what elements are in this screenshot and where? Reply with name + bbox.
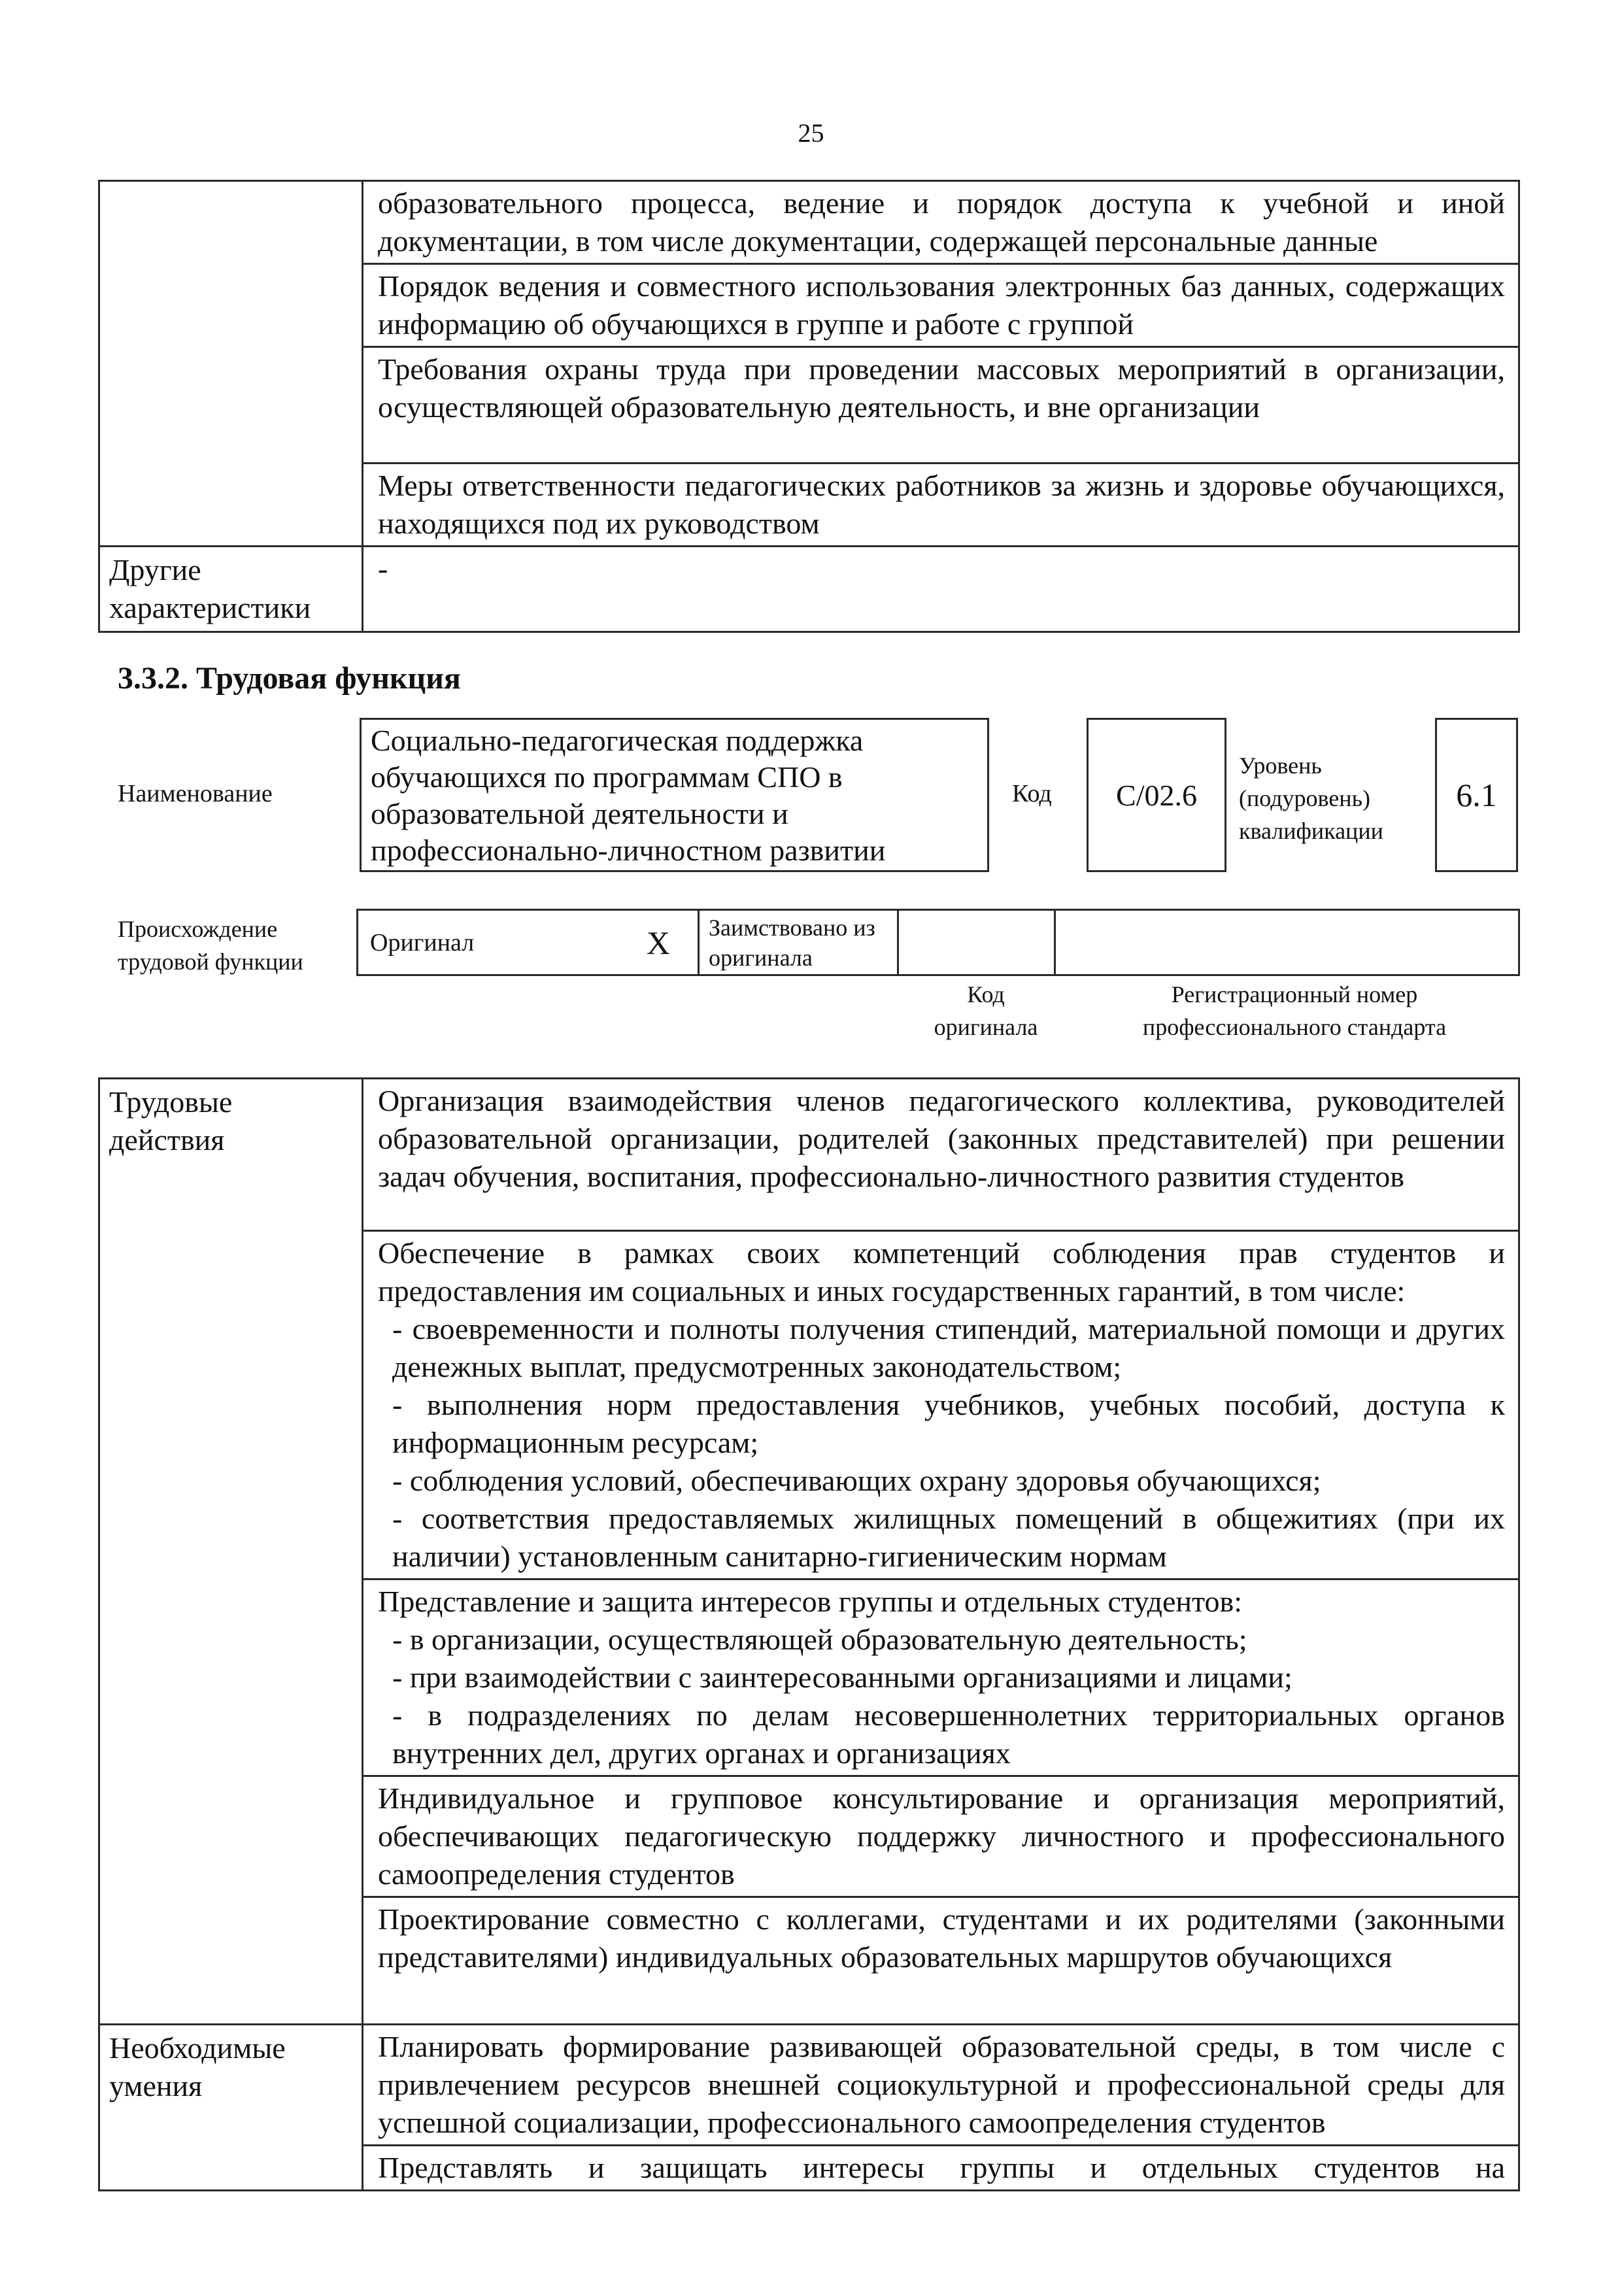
original-code-cell xyxy=(898,910,1055,975)
name-label: Наименование xyxy=(118,780,273,807)
knowledge-item-4: Меры ответственности педагогических работников за жизнь и здоровье обучающихся, находящихся под их руководством xyxy=(363,464,1519,547)
origin-original-cell xyxy=(358,910,699,975)
knowledge-item-3: Требования охраны труда при проведении массовых мероприятий в организации, осуществляющей образовательную деятельность, и вне организации xyxy=(363,347,1519,464)
original-code-caption: Код оригинала xyxy=(934,981,1038,1040)
skill-2: Представлять и защищать интересы группы и отдельных студентов на xyxy=(363,2146,1519,2191)
labor-action-2-bullet-1: - своевременности и полноты получения стипендий, материальной помощи и других денежных выплат, предусмотренных законодательством; xyxy=(392,1312,1505,1383)
other-characteristics-label: Другие характеристики xyxy=(99,547,363,632)
registration-number-cell xyxy=(1055,910,1519,975)
labor-actions-label: Трудовые действия xyxy=(99,1079,363,2025)
code-value-box xyxy=(1087,718,1226,872)
labor-action-3-bullet-1: - в организации, осуществляющей образовательную деятельность; xyxy=(392,1623,1247,1656)
knowledge-table-continuation xyxy=(98,180,1520,633)
name-value: Социально-педагогическая поддержка обучающихся по программам СПО в образовательной деятельности и профессионально-личностном развитии xyxy=(371,724,886,867)
name-value-box xyxy=(360,718,989,872)
skill-1: Планировать формирование развивающей образовательной среды, в том числе с привлечением ресурсов внешней социокультурной и профессиональной среды для успешной социализации, профессионального самоопределения студентов xyxy=(363,2025,1519,2146)
labor-action-2-bullet-3: - соблюдения условий, обеспечивающих охрану здоровья обучающихся; xyxy=(392,1464,1321,1497)
labor-action-3-bullet-2: - при взаимодействии с заинтересованными организациями и лицами; xyxy=(392,1661,1293,1694)
knowledge-label-cell xyxy=(99,181,363,547)
level-label: Уровень (подуровень) квалификации xyxy=(1239,752,1383,844)
labor-function-table xyxy=(98,1077,1520,2191)
section-title: 3.3.2. Трудовая функция xyxy=(118,661,461,696)
labor-action-2-bullet-2: - выполнения норм предоставления учебников, учебных пособий, доступа к информационным ресурсам; xyxy=(392,1388,1505,1459)
labor-action-4: Индивидуальное и групповое консультирование и организация мероприятий, обеспечивающих педагогическую поддержку личностного и профессионального самоопределения студентов xyxy=(363,1776,1519,1897)
labor-action-3-intro: Представление и защита интересов группы и отдельных студентов: xyxy=(378,1585,1242,1618)
labor-action-5: Проектирование совместно с коллегами, студентами и их родителями (законными представителями) индивидуальных образовательных маршрутов обучающихся xyxy=(363,1897,1519,2025)
labor-action-3 xyxy=(363,1579,1519,1776)
level-value: 6.1 xyxy=(1456,777,1497,813)
other-characteristics-value: - xyxy=(363,547,1519,632)
knowledge-item-2: Порядок ведения и совместного использования электронных баз данных, содержащих информацию об обучающихся в группе и работе с группой xyxy=(363,264,1519,347)
origin-table xyxy=(356,909,1520,976)
labor-action-2-bullet-4: - соответствия предоставляемых жилищных помещений в общежитиях (при их наличии) установленным санитарно-гигиеническим нормам xyxy=(392,1502,1505,1573)
labor-action-1: Организация взаимодействия членов педагогического коллектива, руководителей образовательной организации, родителей (законных представителей) при решении задач обучения, воспитания, профессионально-личностного развития студентов xyxy=(363,1079,1519,1231)
labor-action-2-intro: Обеспечение в рамках своих компетенций соблюдения прав студентов и предоставления им социальных и иных государственных гарантий, в том числе: xyxy=(378,1236,1505,1308)
origin-label: Происхождение трудовой функции xyxy=(118,916,303,975)
labor-action-2 xyxy=(363,1231,1519,1579)
original-label: Оригинал xyxy=(370,928,475,956)
code-label: Код xyxy=(1012,780,1052,807)
knowledge-item-1: образовательного процесса, ведение и порядок доступа к учебной и иной документации, в том числе документации, содержащей персональные данные xyxy=(363,181,1519,264)
code-value: C/02.6 xyxy=(1116,778,1197,812)
registration-number-caption: Регистрационный номер профессионального стандарта xyxy=(1142,981,1447,1040)
level-value-box xyxy=(1435,718,1518,872)
skills-label: Необходимые умения xyxy=(99,2025,363,2191)
borrowed-label: Заимствовано из оригинала xyxy=(699,910,898,975)
labor-action-3-bullet-3: - в подразделениях по делам несовершеннолетних территориальных органов внутренних дел, других органах и организациях xyxy=(392,1698,1505,1770)
original-mark: X xyxy=(646,924,670,961)
page-number: 25 xyxy=(798,118,824,148)
